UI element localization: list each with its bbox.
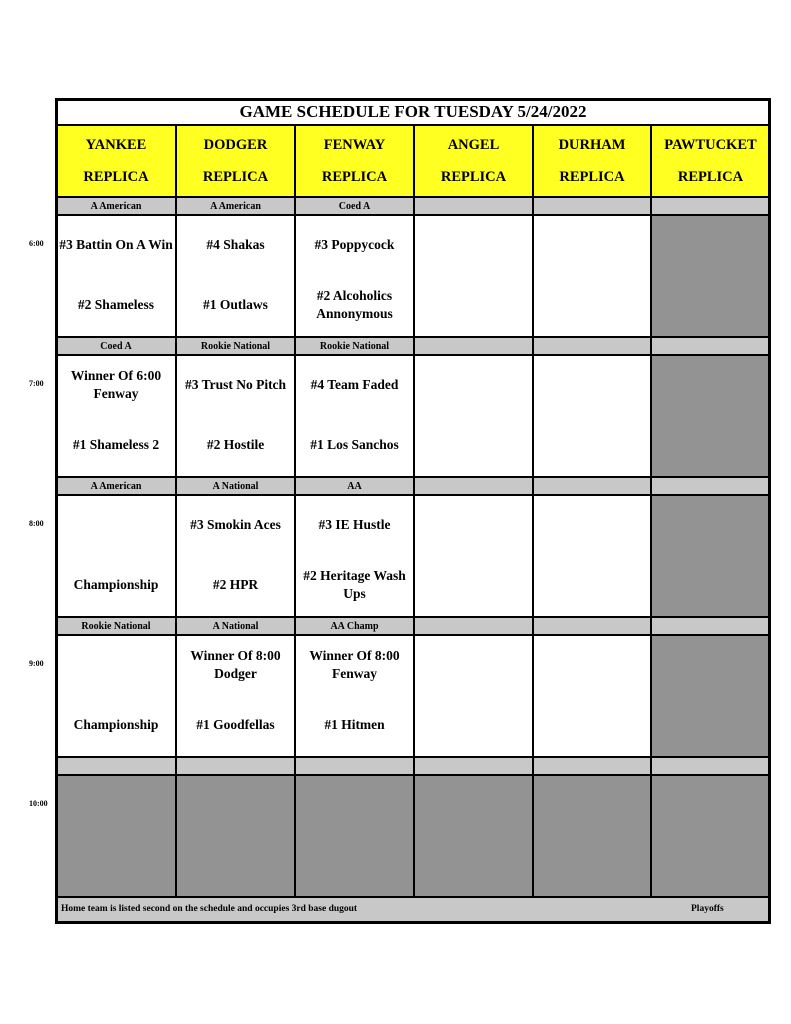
home-team: #2 Heritage Wash Ups [303,568,406,601]
home-team: #2 Alcoholics Annonymous [316,288,393,321]
empty-cell [414,215,533,337]
away-team: #4 Team Faded [310,377,399,392]
home-team: #1 Shameless 2 [72,437,160,452]
game-cell[interactable] [176,495,295,617]
empty-cell [533,215,651,337]
field-header-angel [414,125,533,197]
away-team: #3 IE Hustle [318,517,391,532]
away-team: Winner Of 6:00 Fenway [70,368,162,401]
empty-cell [533,495,651,617]
grid-line [413,125,415,897]
division-label [414,617,533,635]
away-team: #3 Trust No Pitch [184,377,287,392]
field-subtitle: REPLICA [202,168,269,185]
closed-cell [56,775,176,897]
away-team [56,641,176,689]
empty-cell [414,635,533,757]
division-label [651,337,770,355]
division-label: A American [56,197,176,215]
footer-tag: Playoffs [691,904,724,914]
home-team: Championship [73,717,159,732]
division-label [414,757,533,775]
field-header-durham [533,125,651,197]
division-label [176,757,295,775]
division-label [651,617,770,635]
game-cell[interactable] [295,495,414,617]
time-label: 9:00 [29,659,44,668]
grid-line [175,125,177,897]
field-subtitle: REPLICA [83,168,149,185]
division-label: AA Champ [295,617,414,635]
grid-line [532,125,534,897]
division-label [533,197,651,215]
game-cell[interactable] [295,355,414,477]
away-team: #3 Poppycock [314,237,395,252]
division-label [651,757,770,775]
field-subtitle: REPLICA [677,168,744,185]
home-team: #2 Shameless [77,297,155,312]
division-label: A American [176,197,295,215]
division-label [533,337,651,355]
field-subtitle: REPLICA [440,168,507,185]
field-name: DURHAM [558,136,626,153]
game-cell[interactable] [176,215,295,337]
home-team: #1 Goodfellas [196,717,275,732]
division-label [414,337,533,355]
home-team: #2 HPR [212,577,259,592]
away-team: #3 Battin On A Win [59,237,173,252]
away-team: #4 Shakas [206,237,265,252]
game-cell[interactable] [176,635,295,757]
division-label [533,477,651,495]
division-label [651,477,770,495]
away-team: Winner Of 8:00 Dodger [190,648,281,681]
closed-cell [176,775,295,897]
empty-cell [414,495,533,617]
field-name: ANGEL [447,136,500,153]
division-label: A National [176,477,295,495]
closed-cell [295,775,414,897]
division-label: Rookie National [176,337,295,355]
field-name: PAWTUCKET [664,136,757,153]
time-label: 7:00 [29,379,44,388]
field-header-fenway [295,125,414,197]
division-label [56,757,176,775]
closed-cell [651,355,770,477]
empty-cell [533,635,651,757]
game-cell[interactable] [56,355,176,477]
game-cell[interactable] [295,215,414,337]
division-label [651,197,770,215]
game-cell[interactable] [176,355,295,477]
footer-note: Home team is listed second on the schedule and occupies 3rd base dugout [61,904,358,914]
division-label: Rookie National [295,337,414,355]
game-cell[interactable] [56,215,176,337]
time-label: 8:00 [29,519,44,528]
away-team: Winner Of 8:00 Fenway [309,648,400,681]
division-label [533,617,651,635]
closed-cell [651,215,770,337]
division-label: A National [176,617,295,635]
field-name: YANKEE [85,136,147,153]
away-team: #3 Smokin Aces [190,517,281,532]
division-label: Coed A [295,197,414,215]
division-label: AA [295,477,414,495]
away-team [56,501,176,549]
division-label: Rookie National [56,617,176,635]
empty-cell [533,355,651,477]
time-label: 6:00 [29,239,44,248]
page-title: GAME SCHEDULE FOR TUESDAY 5/24/2022 [239,102,587,121]
closed-cell [533,775,651,897]
grid-line [650,125,652,897]
division-label [414,477,533,495]
game-cell[interactable] [56,635,176,757]
game-cell[interactable] [56,495,176,617]
time-label: 10:00 [29,799,48,808]
division-label [533,757,651,775]
home-team: Championship [73,577,159,592]
field-subtitle: REPLICA [321,168,388,185]
field-header-yankee [56,125,176,197]
grid-line [294,125,296,897]
home-team: #1 Los Sanchos [310,437,399,452]
division-label [414,197,533,215]
closed-cell [651,495,770,617]
game-cell[interactable] [295,635,414,757]
closed-cell [651,635,770,757]
home-team: #1 Hitmen [324,717,385,732]
division-label [295,757,414,775]
field-header-pawtucket [651,125,770,197]
field-name: DODGER [203,136,268,153]
division-label: Coed A [56,337,176,355]
empty-cell [414,355,533,477]
home-team: #2 Hostile [206,437,265,452]
home-team: #1 Outlaws [203,297,268,312]
field-name: FENWAY [323,136,386,153]
division-label: A American [56,477,176,495]
closed-cell [651,775,770,897]
field-subtitle: REPLICA [559,168,625,185]
closed-cell [414,775,533,897]
field-header-dodger [176,125,295,197]
